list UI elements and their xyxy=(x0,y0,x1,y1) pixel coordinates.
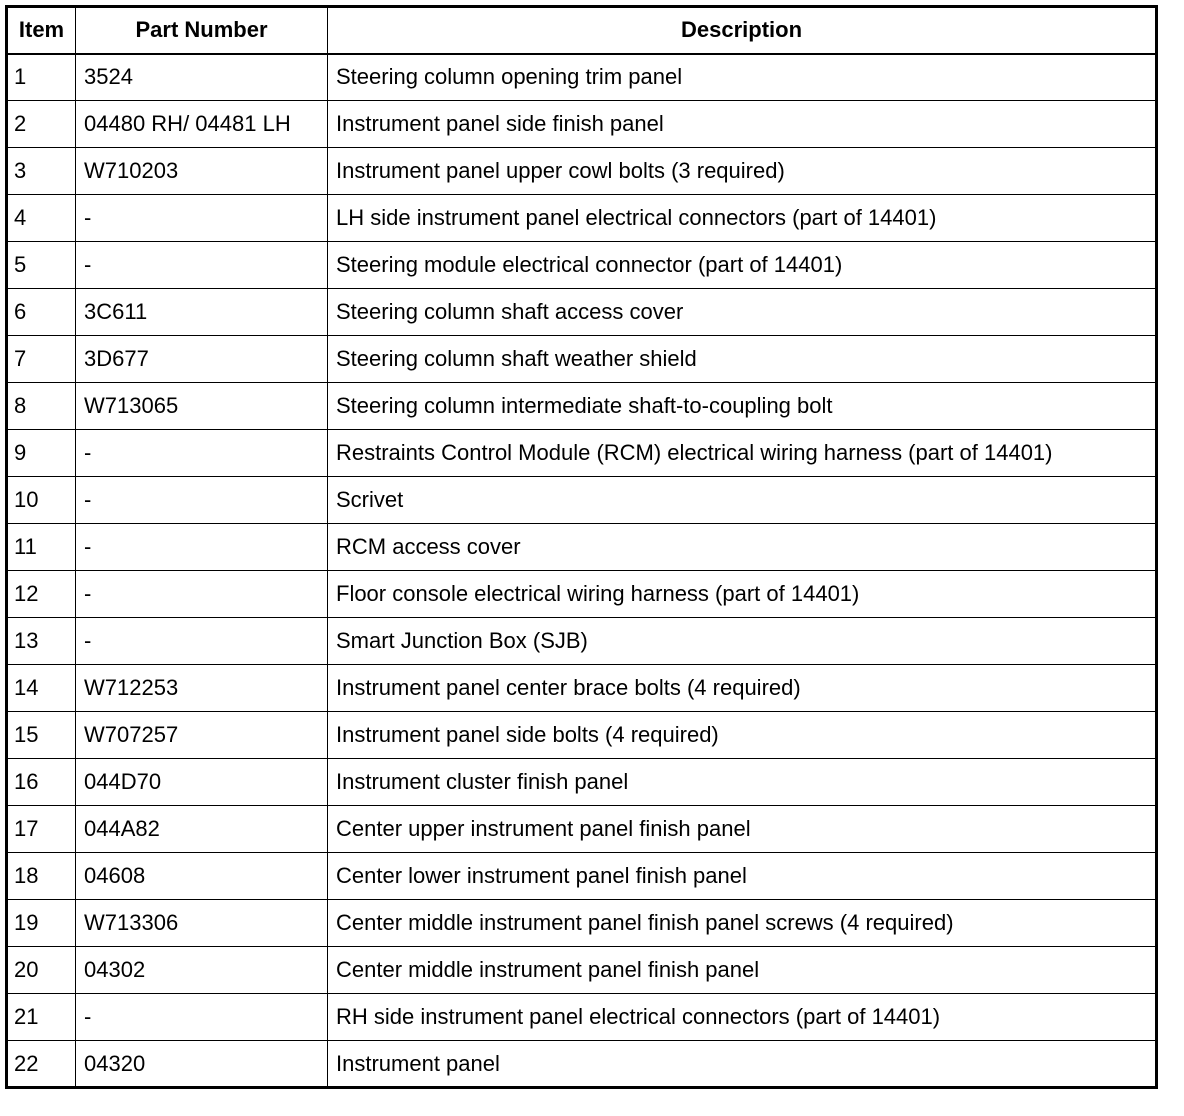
part-number-cell: W713065 xyxy=(76,383,328,430)
item-cell: 1 xyxy=(7,54,76,101)
table-row xyxy=(7,336,1157,383)
description-cell: Steering module electrical connector (part of 14401) xyxy=(328,242,1157,289)
item-cell: 8 xyxy=(7,383,76,430)
header-row xyxy=(7,7,1157,54)
table-row xyxy=(7,665,1157,712)
item-cell: 11 xyxy=(7,524,76,571)
part-number-cell: 044A82 xyxy=(76,806,328,853)
item-cell: 19 xyxy=(7,900,76,947)
table-row xyxy=(7,289,1157,336)
description-cell: Center middle instrument panel finish panel screws (4 required) xyxy=(328,900,1157,947)
part-number-cell: - xyxy=(76,430,328,477)
description-cell: Smart Junction Box (SJB) xyxy=(328,618,1157,665)
item-cell: 20 xyxy=(7,947,76,994)
table-row xyxy=(7,900,1157,947)
part-number-cell: - xyxy=(76,242,328,289)
description-cell: Instrument panel side finish panel xyxy=(328,101,1157,148)
table-row xyxy=(7,101,1157,148)
table-row xyxy=(7,54,1157,101)
item-cell: 12 xyxy=(7,571,76,618)
description-cell: Center upper instrument panel finish panel xyxy=(328,806,1157,853)
item-cell: 2 xyxy=(7,101,76,148)
part-number-cell: - xyxy=(76,524,328,571)
part-number-cell: 04302 xyxy=(76,947,328,994)
part-number-cell: 3D677 xyxy=(76,336,328,383)
table-row xyxy=(7,477,1157,524)
description-cell: Center middle instrument panel finish panel xyxy=(328,947,1157,994)
part-number-cell: 3C611 xyxy=(76,289,328,336)
description-cell: RH side instrument panel electrical connectors (part of 14401) xyxy=(328,994,1157,1041)
part-number-cell: - xyxy=(76,994,328,1041)
item-cell: 18 xyxy=(7,853,76,900)
item-cell: 16 xyxy=(7,759,76,806)
parts-table xyxy=(5,5,1158,1089)
part-number-cell: W710203 xyxy=(76,148,328,195)
description-cell: Instrument panel xyxy=(328,1041,1157,1088)
description-cell: LH side instrument panel electrical connectors (part of 14401) xyxy=(328,195,1157,242)
description-cell: Instrument cluster finish panel xyxy=(328,759,1157,806)
part-number-cell: 04480 RH/ 04481 LH xyxy=(76,101,328,148)
table-row xyxy=(7,195,1157,242)
part-number-cell: 3524 xyxy=(76,54,328,101)
table-row xyxy=(7,947,1157,994)
table-body xyxy=(7,54,1157,1088)
description-cell: Floor console electrical wiring harness (part of 14401) xyxy=(328,571,1157,618)
table-row xyxy=(7,524,1157,571)
part-number-cell: W713306 xyxy=(76,900,328,947)
item-cell: 5 xyxy=(7,242,76,289)
table-row xyxy=(7,712,1157,759)
item-cell: 3 xyxy=(7,148,76,195)
item-cell: 14 xyxy=(7,665,76,712)
table-row xyxy=(7,618,1157,665)
part-number-cell: 04608 xyxy=(76,853,328,900)
part-number-cell: 044D70 xyxy=(76,759,328,806)
description-cell: Scrivet xyxy=(328,477,1157,524)
description-cell: Steering column opening trim panel xyxy=(328,54,1157,101)
table-row xyxy=(7,853,1157,900)
table-row xyxy=(7,148,1157,195)
item-cell: 10 xyxy=(7,477,76,524)
part-number-cell: - xyxy=(76,571,328,618)
item-cell: 9 xyxy=(7,430,76,477)
item-cell: 7 xyxy=(7,336,76,383)
description-cell: Center lower instrument panel finish panel xyxy=(328,853,1157,900)
part-number-cell: 04320 xyxy=(76,1041,328,1088)
table-row xyxy=(7,1041,1157,1088)
part-number-cell: W707257 xyxy=(76,712,328,759)
part-number-cell: W712253 xyxy=(76,665,328,712)
item-cell: 22 xyxy=(7,1041,76,1088)
description-cell: Instrument panel upper cowl bolts (3 required) xyxy=(328,148,1157,195)
item-cell: 17 xyxy=(7,806,76,853)
item-cell: 15 xyxy=(7,712,76,759)
table-row xyxy=(7,242,1157,289)
header-item: Item xyxy=(7,7,76,54)
description-cell: RCM access cover xyxy=(328,524,1157,571)
description-cell: Steering column shaft access cover xyxy=(328,289,1157,336)
table-row xyxy=(7,806,1157,853)
header-part-number: Part Number xyxy=(76,7,328,54)
item-cell: 6 xyxy=(7,289,76,336)
header-description: Description xyxy=(328,7,1157,54)
description-cell: Steering column intermediate shaft-to-coupling bolt xyxy=(328,383,1157,430)
table-row xyxy=(7,383,1157,430)
table-row xyxy=(7,759,1157,806)
table-row xyxy=(7,571,1157,618)
item-cell: 4 xyxy=(7,195,76,242)
table-row xyxy=(7,430,1157,477)
part-number-cell: - xyxy=(76,477,328,524)
description-cell: Steering column shaft weather shield xyxy=(328,336,1157,383)
table-header xyxy=(7,7,1157,54)
description-cell: Instrument panel center brace bolts (4 required) xyxy=(328,665,1157,712)
item-cell: 13 xyxy=(7,618,76,665)
table-row xyxy=(7,994,1157,1041)
description-cell: Instrument panel side bolts (4 required) xyxy=(328,712,1157,759)
description-cell: Restraints Control Module (RCM) electrical wiring harness (part of 14401) xyxy=(328,430,1157,477)
part-number-cell: - xyxy=(76,195,328,242)
part-number-cell: - xyxy=(76,618,328,665)
item-cell: 21 xyxy=(7,994,76,1041)
